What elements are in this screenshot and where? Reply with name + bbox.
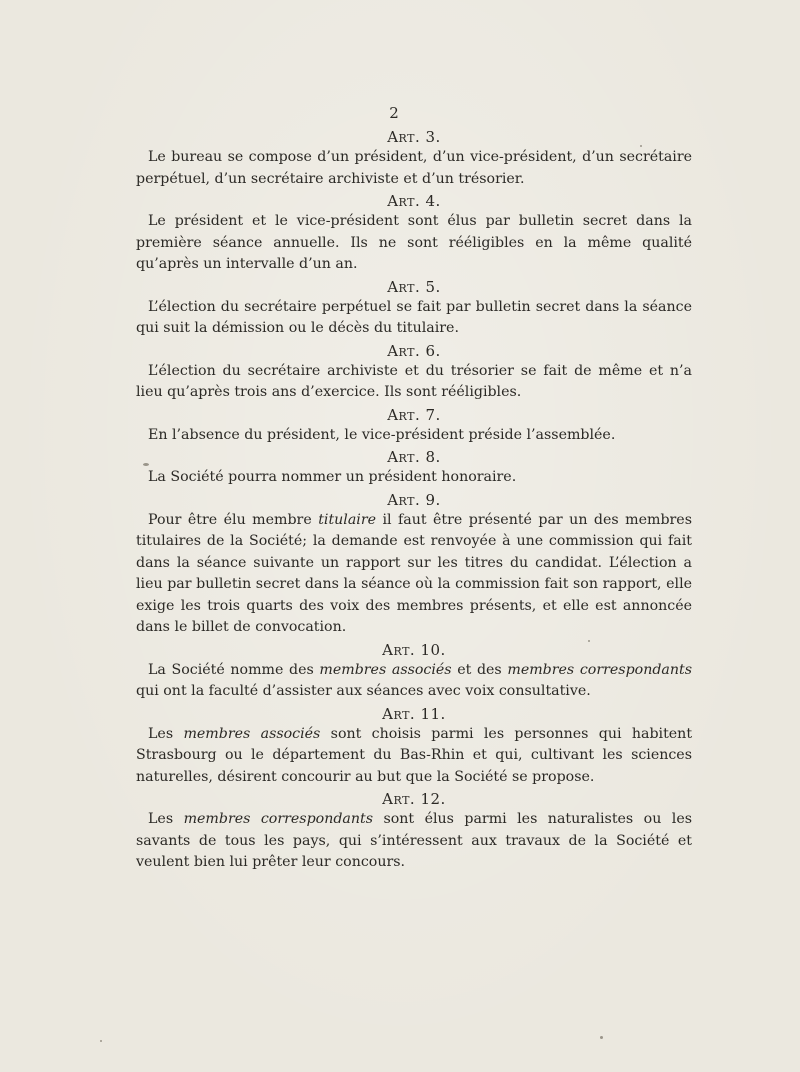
page-number: 2	[389, 104, 399, 122]
article-paragraph	[136, 211, 692, 276]
text-segment: sont choisis parmi les personnes qui habitent Strasbourg ou le département du Bas-Rhin et qui, cultivant les sciences naturelles, désirent concourir au but que la Société se propose.	[136, 725, 693, 785]
italic-term: membres associés	[183, 725, 321, 742]
article-paragraph	[136, 425, 692, 447]
text-segment: qui ont la faculté d’assister aux séances avec voix consultative.	[136, 683, 591, 699]
text-segment: Le bureau se compose d’un président, d’un vice-président, d’un secrétaire perpétuel, d’un secrétaire archiviste et d’un trésorier.	[136, 149, 692, 187]
text-segment: Les	[148, 811, 184, 827]
article-heading	[136, 191, 692, 211]
scan-speck	[100, 1040, 102, 1042]
italic-term: titulaire	[318, 511, 376, 528]
article-paragraph	[136, 809, 692, 874]
article-heading-word: Art.	[387, 277, 421, 296]
text-segment: En l’absence du président, le vice-président préside l’assemblée.	[148, 426, 616, 443]
italic-term: membres associés	[319, 661, 452, 678]
article-heading-word: Art.	[382, 640, 416, 659]
text-segment: La Société nomme des	[148, 661, 320, 678]
article-heading-number: 11.	[420, 704, 446, 723]
article-heading-word: Art.	[387, 490, 421, 509]
article-heading-number: 4.	[425, 192, 441, 210]
text-segment: L’élection du secrétaire archiviste et du trésorier se fait de même et n’a lieu qu’après trois ans d’exercice. Ils sont rééligibles.	[136, 362, 692, 400]
article-heading-number: 8.	[425, 448, 441, 466]
text-segment: Les	[148, 725, 184, 742]
article-heading-number: 10.	[420, 640, 446, 659]
article-paragraph	[136, 297, 692, 340]
article-heading	[136, 447, 692, 467]
article-heading	[136, 490, 692, 510]
article-paragraph	[136, 467, 692, 489]
text-segment: il faut être présenté par un des membres titulaires de la Société; la demande est renvoyée à une commission qui fait dans la séance suivante un rapport sur les titres du candidat. L’élection a lieu par bulletin secret dans la séance où la commission fait son rapport, elle exige les trois quarts des voix des membres présents, et elle est annoncée dans le billet de convocation.	[136, 511, 692, 635]
article-heading-word: Art.	[382, 704, 416, 723]
text-segment: Pour être élu membre	[148, 511, 319, 528]
article-heading	[136, 127, 692, 147]
article-heading-number: 6.	[425, 341, 441, 360]
article-heading	[136, 789, 692, 809]
text-segment: L’élection du secrétaire perpétuel se fait par bulletin secret dans la séance qui suit la démission ou le décès du titulaire.	[136, 298, 692, 336]
article-heading-word: Art.	[382, 790, 416, 808]
article-heading-number: 7.	[425, 405, 441, 424]
article-list	[136, 127, 692, 875]
article-heading-word: Art.	[387, 128, 421, 146]
article-paragraph	[136, 724, 692, 789]
text-segment: La Société pourra nommer un président honoraire.	[148, 469, 517, 485]
scan-speck	[640, 145, 642, 147]
text-segment: sont élus parmi les naturalistes ou les savants de tous les pays, qui s’intéressent aux travaux de la Société et veulent bien lui prêter leur concours.	[136, 811, 693, 870]
article-heading	[136, 277, 692, 297]
article-heading-word: Art.	[387, 341, 421, 360]
article-heading	[136, 640, 692, 660]
article-heading-number: 12.	[420, 790, 446, 808]
text-segment: Le président et le vice-président sont élus par bulletin secret dans la première séance annuelle. Ils ne sont rééligibles en la même qualité qu’après un intervalle d’un an.	[136, 213, 692, 272]
article-heading	[136, 341, 692, 361]
scan-speck	[600, 1036, 603, 1039]
article-heading-word: Art.	[387, 448, 421, 466]
article-paragraph	[136, 361, 692, 404]
article-heading	[136, 704, 692, 724]
article-paragraph	[136, 660, 692, 703]
article-paragraph	[136, 510, 692, 639]
italic-term: membres correspondants	[507, 661, 692, 678]
article-heading-word: Art.	[387, 192, 421, 210]
article-heading-number: 5.	[425, 277, 441, 296]
italic-term: membres correspondants	[183, 811, 374, 827]
text-segment: et des	[451, 661, 508, 678]
article-paragraph	[136, 147, 692, 190]
scan-speck	[588, 640, 590, 642]
article-heading-word: Art.	[387, 405, 421, 424]
article-heading-number: 9.	[425, 490, 441, 509]
article-heading-number: 3.	[425, 128, 441, 146]
scan-speck	[143, 463, 149, 466]
article-heading	[136, 405, 692, 425]
